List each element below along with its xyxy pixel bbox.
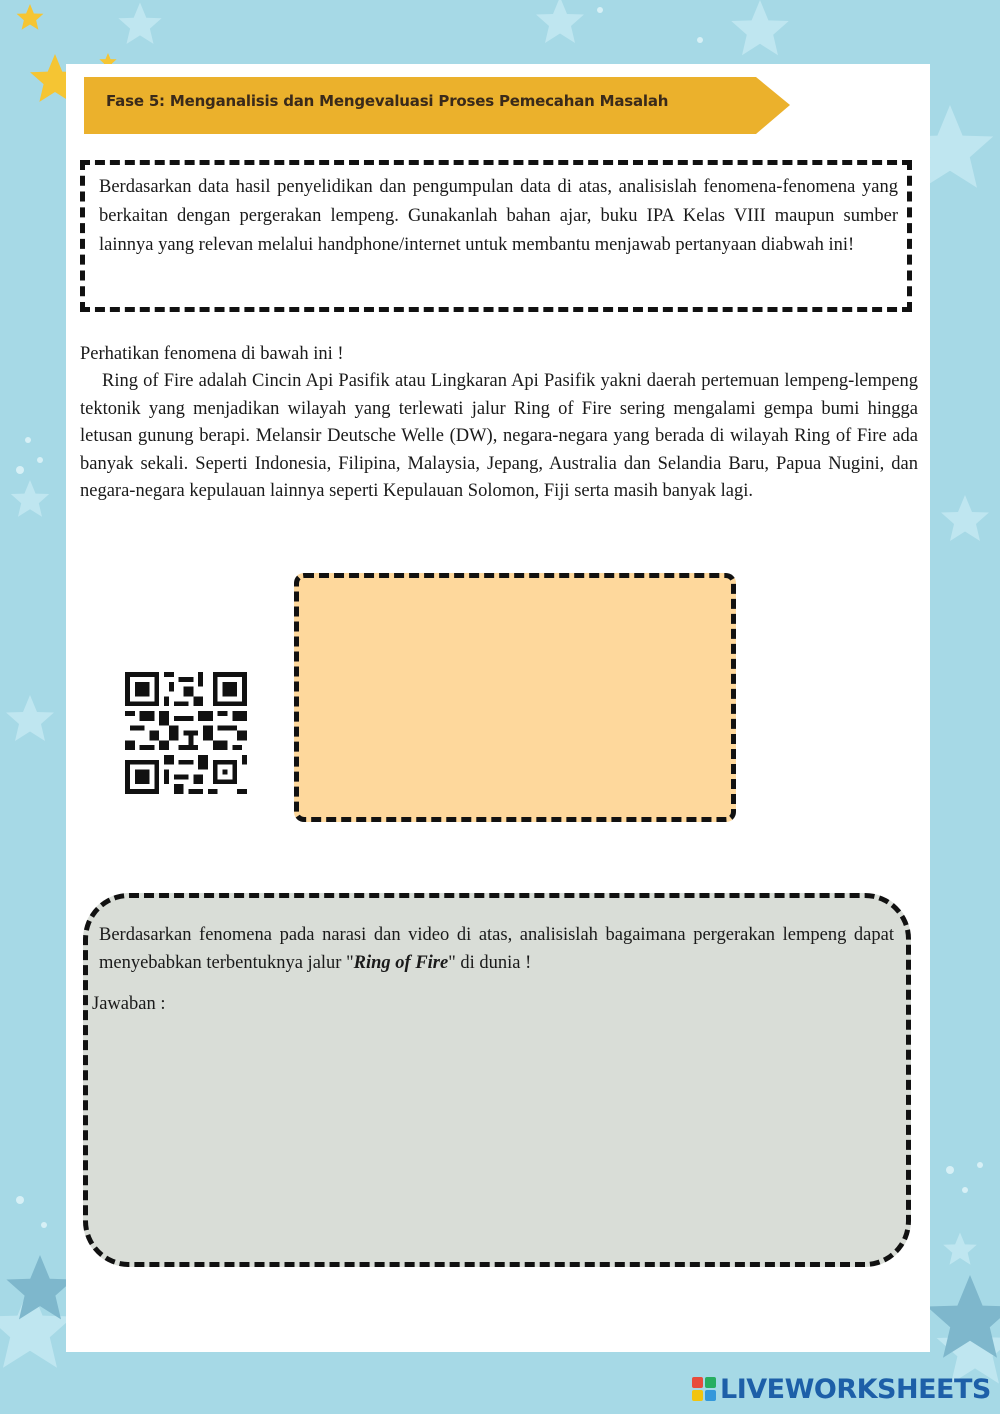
instruction-text: Berdasarkan data hasil penyelidikan dan pengumpulan data di atas, analisislah fenomena-fenomena yang berkaitan dengan pergerakan lempeng. Gunakanlah bahan ajar, buku IPA Kelas VIII maupun sumber lainnya yang relevan melalui handphone/internet untuk membantu menjawab pertanyaan diabwah ini!: [99, 177, 898, 255]
phase-title: Fase 5: Menganalisis dan Mengevaluasi Proses Pemecahan Masalah: [106, 92, 669, 110]
logo-text: LIVEWORKSHEETS: [720, 1373, 991, 1405]
question-text: Berdasarkan fenomena pada narasi dan video di atas, analisislah bagaimana pergerakan lempeng dapat menyebabkan terbentuknya jalur "Ring of Fire" di dunia !: [99, 925, 894, 973]
phenomenon-narrative: Ring of Fire adalah Cincin Api Pasifik atau Lingkaran Api Pasifik yakni daerah pertemuan lempeng-lempeng tektonik yang menjadikan wilayah yang terlewati jalur Ring of Fire sering mengalami gempa bumi hingga letusan gunung berapi. Melansir Deutsche Welle (DW), negara-negara yang berada di wilayah Ring of Fire ada banyak sekali. Seperti Indonesia, Filipina, Malaysia, Jepang, Australia dan Selandia Baru, Papua Nugini, dan negara-negara kepulauan lainnya seperti Kepulauan Solomon, Fiji serta masih banyak lagi.: [80, 371, 918, 502]
phenomenon-lead: Perhatikan fenomena di bawah ini !: [80, 344, 344, 364]
answer-label: Jawaban :: [92, 994, 166, 1014]
ring-of-fire-emphasis: Ring of Fire: [353, 953, 449, 973]
liveworksheets-logo[interactable]: [692, 1372, 991, 1406]
video-placeholder[interactable]: [294, 573, 736, 822]
logo-blocks-icon: [692, 1377, 716, 1401]
qr-code-icon[interactable]: [125, 672, 247, 794]
